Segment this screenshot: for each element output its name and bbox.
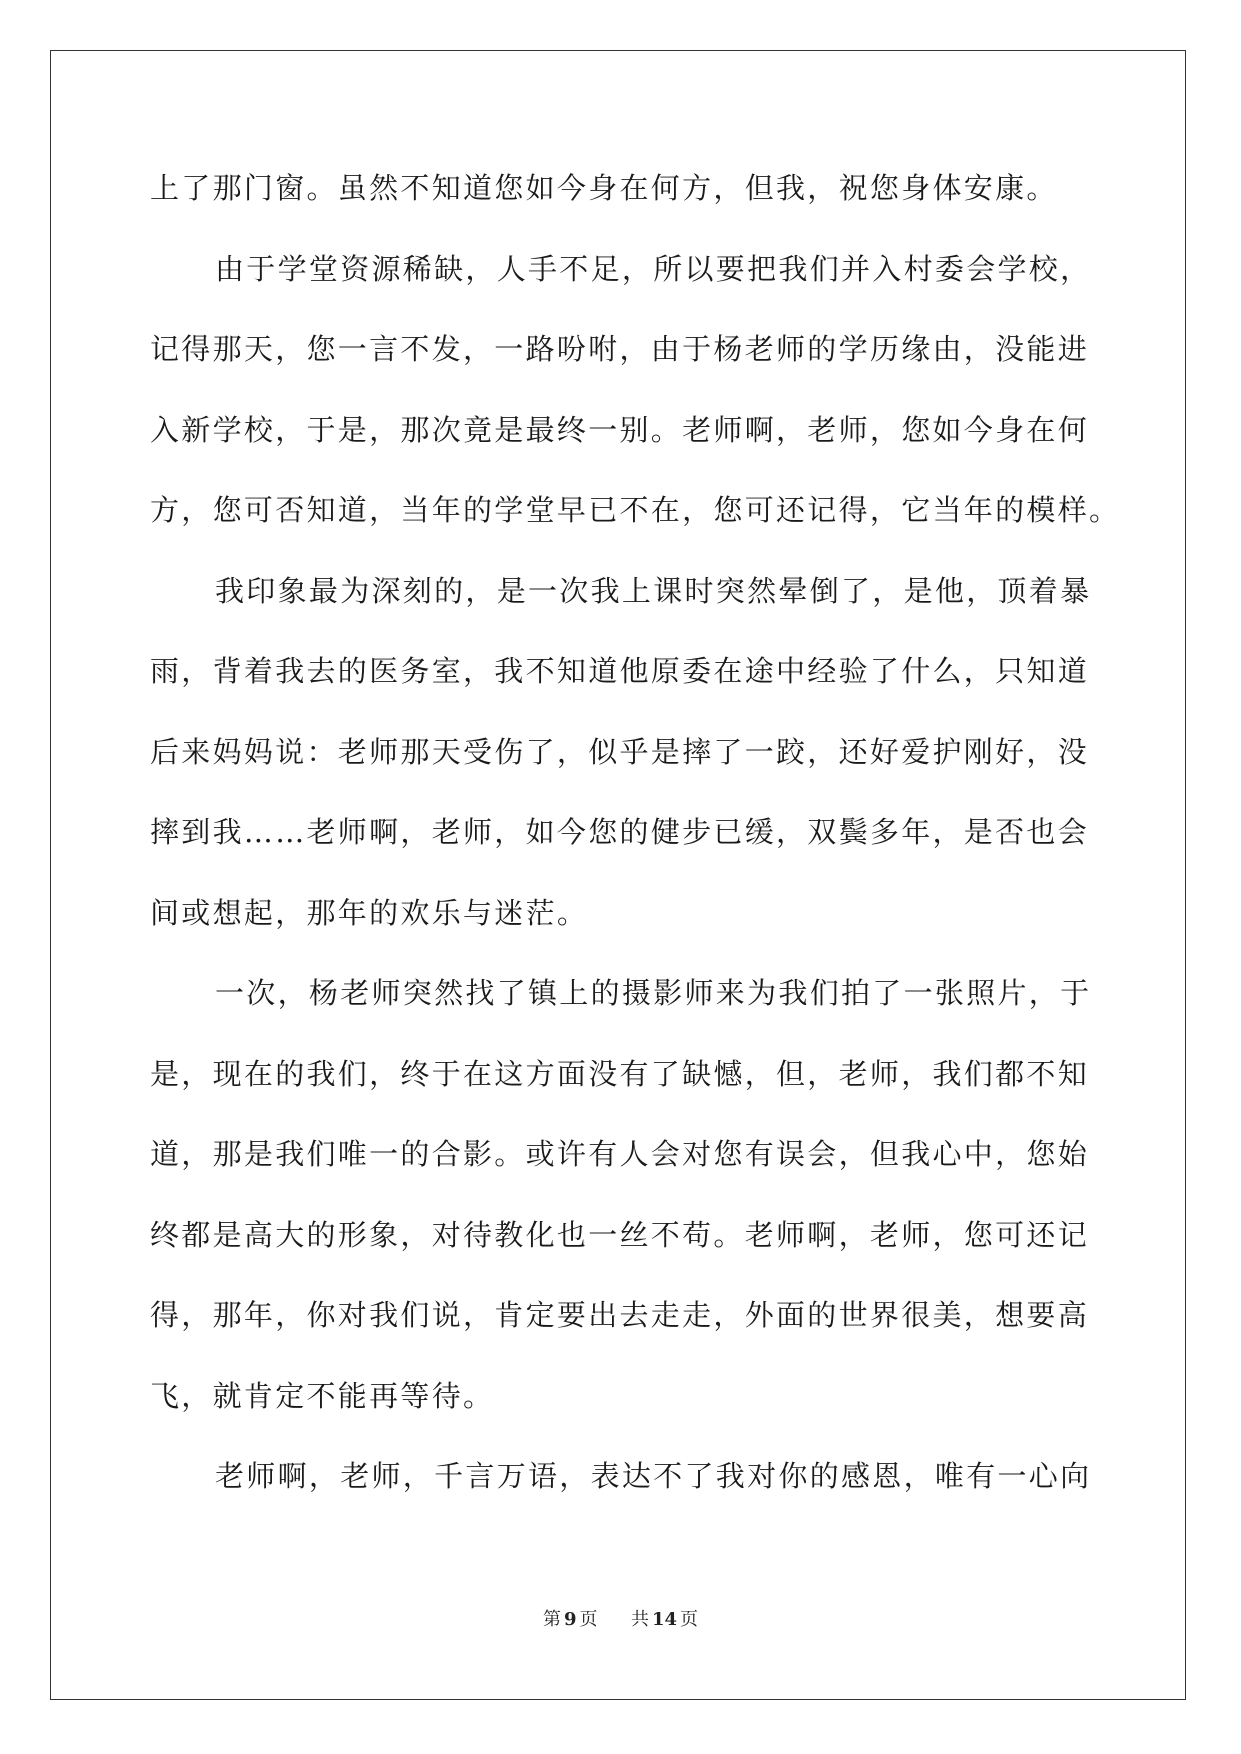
page-footer: [0, 1605, 1241, 1631]
text-line: 由于学堂资源稀缺，人手不足，所以要把我们并入村委会学校，: [215, 251, 1092, 286]
text-line: 方，您可否知道，当年的学堂早已不在，您可还记得，它当年的模样。: [150, 493, 1121, 527]
text-line: 上了那门窗。虽然不知道您如今身在何方，但我，祝您身体安康。: [150, 171, 1058, 205]
text-line: 摔到我……老师啊，老师，如今您的健步已缓，双鬓多年，是否也会: [150, 815, 1090, 849]
text-line: 间或想起，那年的欢乐与迷茫。: [150, 895, 589, 930]
text-line: 终都是高大的形象，对待教化也一丝不苟。老师啊，老师，您可还记: [150, 1217, 1090, 1252]
page-prefix: 第: [542, 1609, 561, 1630]
text-line: 飞，就肯定不能再等待。: [150, 1378, 495, 1413]
page-number: 9: [563, 1609, 577, 1630]
text-line: 入新学校，于是，那次竟是最终一别。老师啊，老师，您如今身在何: [150, 412, 1090, 447]
text-line: 老师啊，老师，千言万语，表达不了我对你的感恩，唯有一心向: [215, 1459, 1092, 1493]
document-body: [150, 148, 1121, 1517]
text-line: 记得那天，您一言不发，一路吩咐，由于杨老师的学历缘由，没能进: [150, 332, 1090, 366]
page-suffix: 页: [579, 1609, 598, 1630]
text-line: 得，那年，你对我们说，肯定要出去走走，外面的世界很美，想要高: [150, 1298, 1090, 1332]
total-suffix: 页: [680, 1609, 699, 1630]
text-line: 雨，背着我去的医务室，我不知道他原委在途中经验了什么，只知道: [150, 654, 1090, 688]
text-line: 一次，杨老师突然找了镇上的摄影师来为我们拍了一张照片，于: [215, 976, 1092, 1010]
text-line: 我印象最为深刻的，是一次我上课时突然晕倒了，是他，顶着暴: [215, 573, 1092, 608]
text-line: 后来妈妈说：老师那天受伤了，似乎是摔了一跤，还好爱护刚好，没: [150, 734, 1090, 769]
text-line: 道，那是我们唯一的合影。或许有人会对您有误会，但我心中，您始: [150, 1137, 1090, 1171]
text-line: 是，现在的我们，终于在这方面没有了缺憾，但，老师，我们都不知: [150, 1056, 1090, 1091]
total-pages: 14: [651, 1609, 678, 1630]
total-prefix: 共: [630, 1609, 649, 1630]
